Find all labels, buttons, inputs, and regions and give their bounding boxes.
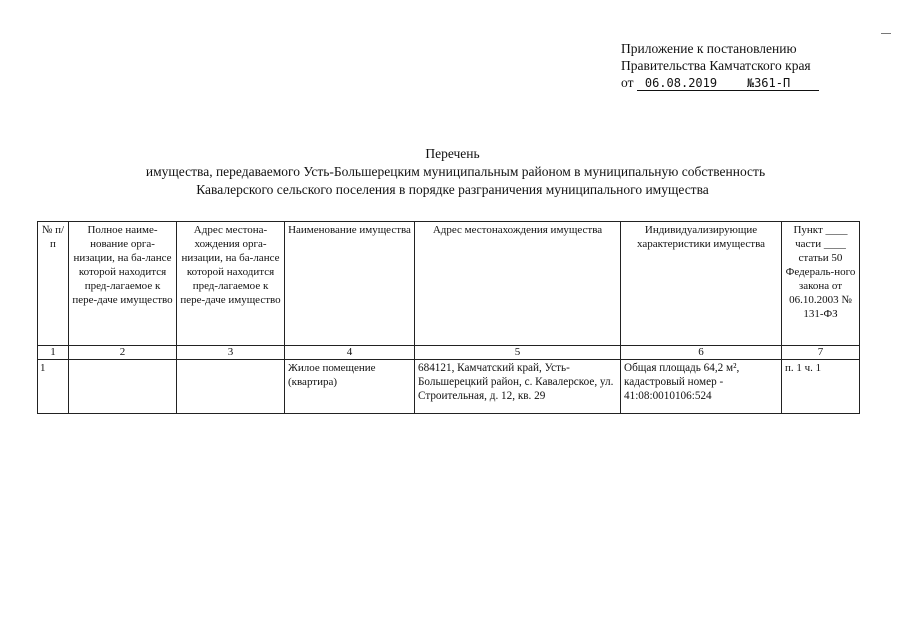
heading-line-2: имущества, передаваемого Усть-Большерецким муниципальным районом в муниципальную собственность [145,164,766,179]
corner-mark [881,33,891,34]
property-table [37,221,860,414]
document-number: №361-П [747,76,819,91]
column-number: 6 [621,346,782,360]
header-org-name: Полное наиме-нование орга-низации, на ба-лансе которой находится пред-лагаемое к пере-даче имущество [69,222,177,346]
header-law-clause: Пункт ____ части ____ статьи 50 Федераль-ного закона от 06.10.2003 № 131-ФЗ [782,222,860,346]
table-header-row [38,222,860,346]
header-org-address: Адрес местона-хождения орга-низации, на ба-лансе которой находится пред-лагаемое к пере-даче имущество [177,222,285,346]
column-number: 1 [38,346,69,360]
row-property-name: Жилое помещение (квартира) [285,360,415,414]
appendix-block [621,40,851,91]
appendix-line-2: Правительства Камчатского края [621,58,811,73]
row-org-address [177,360,285,414]
row-org-name [69,360,177,414]
column-number-row [38,346,860,360]
date-value: 06.08.2019 [637,76,747,91]
column-number: 7 [782,346,860,360]
header-number: № п/п [38,222,69,346]
appendix-date-line [621,74,851,91]
heading-line-3: Кавалерского сельского поселения в порядке разграничения муниципального имущества [196,182,709,197]
row-characteristics: Общая площадь 64,2 м², кадастровый номер - 41:08:0010106:524 [621,360,782,414]
document-heading [0,145,905,199]
column-number: 3 [177,346,285,360]
row-law-clause: п. 1 ч. 1 [782,360,860,414]
table-row [38,360,860,414]
date-prefix: от [621,75,634,90]
row-number: 1 [38,360,69,414]
header-property-name: Наименование имущества [285,222,415,346]
row-property-address: 684121, Камчатский край, Усть-Большерецкий район, с. Кавалерское, ул. Строительная, д. 12, кв. 29 [415,360,621,414]
header-characteristics: Индивидуализирующие характеристики имущества [621,222,782,346]
appendix-line-1: Приложение к постановлению [621,41,797,56]
header-property-address: Адрес местонахождения имущества [415,222,621,346]
heading-title: Перечень [425,146,480,161]
column-number: 5 [415,346,621,360]
column-number: 4 [285,346,415,360]
column-number: 2 [69,346,177,360]
